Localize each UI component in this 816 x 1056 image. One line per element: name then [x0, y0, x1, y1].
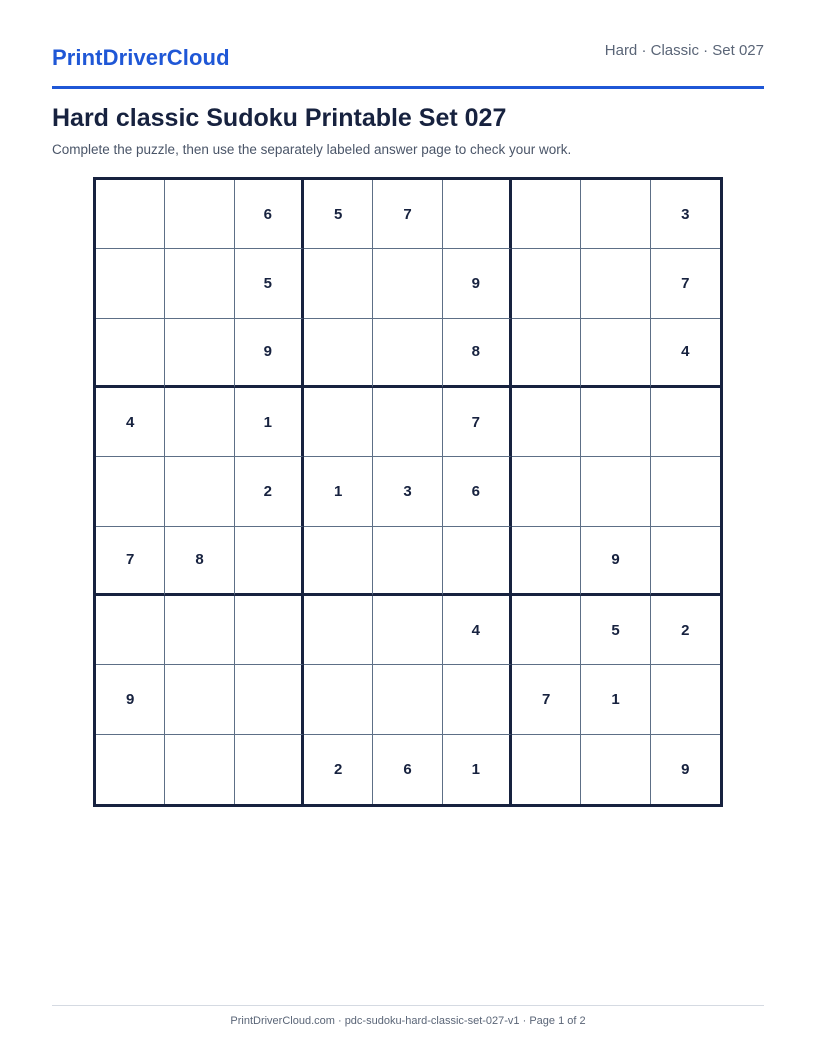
sudoku-cell	[304, 665, 373, 734]
sudoku-cell	[165, 249, 234, 318]
sudoku-cell	[581, 457, 650, 526]
sudoku-cell	[165, 665, 234, 734]
brand-logo: PrintDriverCloud	[52, 45, 230, 70]
sudoku-cell	[373, 527, 442, 596]
sudoku-cell: 5	[304, 180, 373, 249]
sudoku-cell: 4	[96, 388, 165, 457]
sudoku-cell	[373, 249, 442, 318]
sudoku-cell	[165, 319, 234, 388]
sudoku-cell: 2	[651, 596, 720, 665]
sudoku-cell	[651, 665, 720, 734]
sudoku-cell	[651, 527, 720, 596]
sudoku-cell	[235, 735, 304, 804]
puzzle-meta: Hard · Classic · Set 027	[604, 42, 764, 59]
sudoku-cell	[581, 735, 650, 804]
sudoku-cell	[235, 665, 304, 734]
sudoku-cell: 3	[651, 180, 720, 249]
sudoku-cell	[512, 527, 581, 596]
sudoku-cell	[235, 527, 304, 596]
sudoku-grid	[93, 177, 723, 807]
sudoku-cell	[512, 735, 581, 804]
sudoku-cell	[235, 596, 304, 665]
sudoku-cell: 2	[304, 735, 373, 804]
sudoku-cell	[443, 665, 512, 734]
sudoku-cell: 3	[373, 457, 442, 526]
sudoku-cell: 9	[681, 760, 690, 778]
sudoku-cell: 6	[443, 457, 512, 526]
sudoku-cell: 4	[443, 596, 512, 665]
sudoku-cell	[512, 596, 581, 665]
sudoku-cell	[165, 388, 234, 457]
sudoku-cell	[373, 596, 442, 665]
sudoku-cell: 9	[581, 527, 650, 596]
sudoku-cell	[304, 319, 373, 388]
sudoku-cell	[512, 457, 581, 526]
sudoku-cell: 6	[373, 735, 442, 804]
sudoku-cell: 9	[443, 249, 512, 318]
sudoku-cell	[96, 249, 165, 318]
sudoku-cell	[443, 527, 512, 596]
sudoku-cell	[96, 457, 165, 526]
page-header	[52, 40, 764, 89]
sudoku-cell: 8	[165, 527, 234, 596]
sudoku-cell: 4	[651, 319, 720, 388]
sudoku-cell: 7	[96, 527, 165, 596]
sudoku-cell: 2	[235, 457, 304, 526]
page-footer: PrintDriverCloud.com · pdc-sudoku-hard-classic-set-027-v1 · Page 1 of 2	[52, 1005, 764, 1027]
sudoku-cell: 1	[581, 665, 650, 734]
sudoku-cell	[165, 596, 234, 665]
sudoku-cell	[581, 180, 650, 249]
sudoku-cell	[304, 249, 373, 318]
sudoku-cell: 7	[651, 249, 720, 318]
sudoku-cell	[373, 665, 442, 734]
sudoku-cell	[165, 735, 234, 804]
sudoku-cell	[581, 249, 650, 318]
sudoku-cell: 8	[443, 319, 512, 388]
sudoku-cell	[96, 319, 165, 388]
sudoku-cell	[443, 180, 512, 249]
sudoku-cell	[373, 319, 442, 388]
sudoku-cell	[512, 388, 581, 457]
sudoku-cell	[512, 249, 581, 318]
sudoku-cell: 1	[443, 735, 512, 804]
sudoku-cell: 9	[235, 319, 304, 388]
sudoku-cell: 7	[512, 665, 581, 734]
page-title: Hard classic Sudoku Printable Set 027	[52, 104, 507, 132]
sudoku-cell: 7	[443, 388, 512, 457]
sudoku-cell	[581, 319, 650, 388]
sudoku-cell	[304, 596, 373, 665]
sudoku-cell	[96, 596, 165, 665]
sudoku-cell	[373, 388, 442, 457]
sudoku-cell: 1	[304, 457, 373, 526]
sudoku-cell: 1	[235, 388, 304, 457]
sudoku-cell: 9	[96, 665, 165, 734]
sudoku-cell: 6	[235, 180, 304, 249]
sudoku-cell	[651, 457, 720, 526]
sudoku-cell: 7	[373, 180, 442, 249]
sudoku-cell	[165, 180, 234, 249]
sudoku-cell	[96, 735, 165, 804]
page-subtitle: Complete the puzzle, then use the separately labeled answer page to check your work.	[52, 142, 572, 157]
sudoku-cell	[581, 388, 650, 457]
sudoku-cell: 5	[581, 596, 650, 665]
sudoku-cell	[512, 180, 581, 249]
sudoku-cell	[651, 388, 720, 457]
sudoku-cell: 5	[235, 249, 304, 318]
sudoku-cell	[512, 319, 581, 388]
sudoku-cell	[165, 457, 234, 526]
sudoku-cell	[304, 388, 373, 457]
sudoku-cell	[304, 527, 373, 596]
sudoku-cell	[96, 180, 165, 249]
